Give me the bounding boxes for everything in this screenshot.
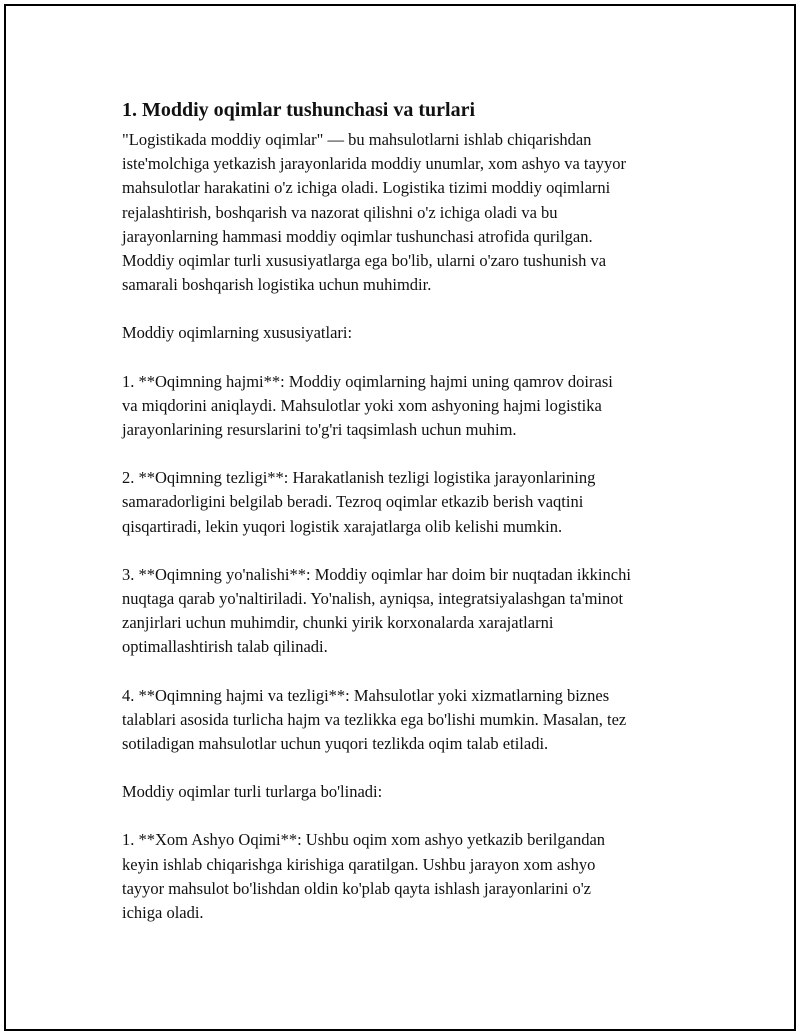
- property-item-volume: 1. **Oqimning hajmi**: Moddiy oqimlarning hajmi uning qamrov doirasi va miqdorini aniqlaydi. Mahsulotlar yoki xom ashyoning hajmi logistika jarayonlarining resurslarini to'g'ri taqsimlash uchun muhim.: [122, 371, 613, 440]
- properties-intro: Moddiy oqimlarning xususiyatlari:: [122, 323, 353, 343]
- intro-paragraph: "Logistikada moddiy oqimlar" — bu mahsulotlarni ishlab chiqarishdan iste'molchiga yetkazish jarayonlarida moddiy unumlar, xom ashyo va tayyor mahsulotlar harakatini o'z ichiga oladi. Logistika tizimi moddiy oqimlarni rejalashtirish, boshqarish va nazorat qilishni o'z ichiga oladi va bu jarayonlarning hammasi moddiy oqimlar tushunchasi atrofida qurilgan. Moddiy oqimlar turli xususiyatlarga ega bo'lib, ularni o'zaro tushunish va samarali boshqarish logistika uchun muhimdir.: [122, 130, 627, 295]
- page-frame: [4, 4, 796, 1031]
- section-heading: 1. Moddiy oqimlar tushunchasi va turlari: [122, 99, 476, 121]
- property-item-speed: 2. **Oqimning tezligi**: Harakatlanish tezligi logistika jarayonlarining samaradorligini belgilab beradi. Tezroq oqimlar etkazib berish vaqtini qisqartiradi, lekin yuqori logistik xarajatlarga olib kelishi mumkin.: [122, 468, 596, 536]
- document-body: [122, 96, 712, 949]
- property-item-direction: 3. **Oqimning yo'nalishi**: Moddiy oqimlar har doim bir nuqtadan ikkinchi nuqtaga qarab yo'naltiriladi. Yo'nalish, ayniqsa, integratsiyalashgan ta'minot zanjirlari uchun muhimdir, chunki yirik korxonalarda xarajatlarni optimallashtirish talab qilinadi.: [122, 564, 631, 657]
- types-intro: Moddiy oqimlar turli turlarga bo'linadi:: [122, 782, 383, 802]
- property-item-volume-speed: 4. **Oqimning hajmi va tezligi**: Mahsulotlar yoki xizmatlarning biznes talablari asosida turlicha hajm va tezlikka ega bo'lishi mumkin. Masalan, tez sotiladigan mahsulotlar uchun yuqori tezlikda oqim talab etiladi.: [122, 685, 627, 754]
- type-item-raw-material: 1. **Xom Ashyo Oqimi**: Ushbu oqim xom ashyo yetkazib berilgandan keyin ishlab chiqarishga kirishiga qaratilgan. Ushbu jarayon xom ashyo tayyor mahsulot bo'lishdan oldin ko'plab qayta ishlash jarayonlarini o'z ichiga oladi.: [122, 830, 606, 923]
